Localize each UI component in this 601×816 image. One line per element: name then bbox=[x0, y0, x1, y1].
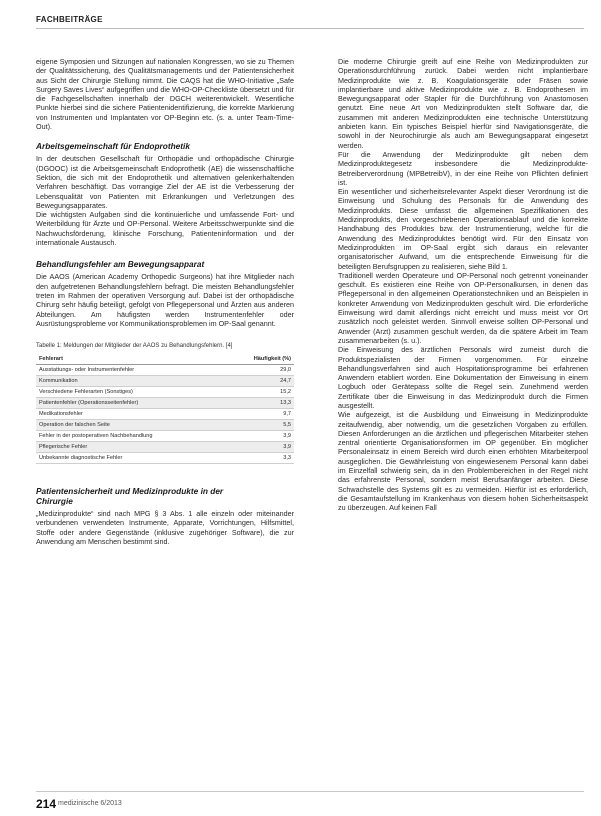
heading-endoprothetik: Arbeitsgemeinschaft für Endoprothetik bbox=[36, 141, 190, 152]
paragraph: In der deutschen Gesellschaft für Orthopädie und orthopädische Chirurgie (DGOOC) ist die Arbeitsgemeinschaft Endoprothetik (AE) die wissenschaftliche Sektion, die sich mit der Endoprothetik und alternativen gelenkerhaltenden Verfahren beschäftigt. Das vorrangige Ziel der AE ist die Verbesserung der Lebensqualität von Patienten mit Erkrankungen und Verletzungen des Bewegungsapparates. bbox=[36, 154, 294, 210]
paragraph: Für die Anwendung der Medizinprodukte gilt neben dem Medizinproduktegesetz insbesondere die Medizinprodukte-Betreiberverordnung (MPBetreibV), in der eine Reihe von Pflichten definiert ist. bbox=[338, 149, 588, 187]
table-cell: 13,3 bbox=[248, 398, 294, 409]
table-cell: Patientenfehler (Operationsseitenfehler) bbox=[36, 398, 248, 409]
paragraph: Die AAOS (American Academy Orthopedic Surgeons) hat ihre Mitglieder nach den aufgetretenen Behandlungsfehlern befragt. Die meisten Behandlungsfehler treten im Rahmen der operativen Versorgung auf. Dabei ist der orthopädische Chirurg sehr häufig beteiligt, gefolgt von Pflegepersonal und Ärzten aus anderen Abteilungen. Am häufigsten werden Instrumentenfehler oder Ausrüstungsprobleme vor Kommunikationsproblemen im OP-Saal genannt. bbox=[36, 272, 294, 328]
error-table-block bbox=[36, 342, 294, 464]
table-cell: Fehler in der postoperativen Nachbehandlung bbox=[36, 431, 248, 442]
table-header-row bbox=[36, 354, 294, 365]
table-cell: 3,3 bbox=[248, 453, 294, 464]
table-cell: Operation der falschen Seite bbox=[36, 420, 248, 431]
table-cell: Kommunikation bbox=[36, 376, 248, 387]
table-cell: Pflegerische Fehler bbox=[36, 442, 248, 453]
paragraph: Wie aufgezeigt, ist die Ausbildung und Einweisung in Medizinprodukte zeitaufwendig, aber notwendig, um die gesetzlichen Vorgaben zu erfüllen. Diesen Anforderungen an die ärztlichen und pflegerischen Mitarbeiter stehen zentral orientierte Organisationsformen im OP gegenüber. Ein möglicher Personaleinsatz in einem Bereich wird durch einen erhöhten Mitarbeiterpool ausgeglichen. Die Gewährleistung von eingewiesenem Personal kann dabei im Einzelfall schwierig sein, da in den Problembereichen in der Regel nicht das erfahrenste Personal, sondern meist Berufsanfänger arbeiten. Diese Schwachstelle des Systems gilt es zu vermeiden. Hierfür ist es erforderlich, die Gesamtaufstellung im Krankenhaus von diesem hohen Sicherheitsaspekt zu überzeugen. Auf keinen Fall bbox=[338, 410, 588, 513]
left-column bbox=[36, 57, 294, 546]
table-header-cell: Fehlerart bbox=[36, 354, 248, 365]
paragraph: Die wichtigsten Aufgaben sind die kontinuierliche und umfassende Fort- und Weiterbildung für Ärzte und OP-Personal. Weitere Arbeitsschwerpunkte sind die Nachwuchsförderung, klinische Forschung, Patienteninformation und der internationale Austausch. bbox=[36, 210, 294, 248]
section-header: FACHBEITRÄGE bbox=[36, 15, 103, 24]
table-cell: Ausstattungs- oder Instrumentenfehler bbox=[36, 365, 248, 376]
table-cell: 15,2 bbox=[248, 387, 294, 398]
table-row bbox=[36, 442, 294, 453]
table-row bbox=[36, 365, 294, 376]
heading-patientensicherheit bbox=[36, 486, 294, 506]
table-caption: Tabelle 1: Meldungen der Mitglieder der AAOS zu Behandlungsfehlern. [4] bbox=[36, 343, 233, 350]
intro-paragraph: eigene Symposien und Sitzungen auf nationalen Kongressen, wo sie zu Themen der Qualitätssicherung, des Qualitätsmanagements und der Patientensicherheit aus Sicht der Chirurgie Stellung nimmt. Die CAQS hat die WHO-Initiative „Safe Surgery Saves Lives“ aufgegriffen und die WHO-OP-Checkliste übersetzt und für die Fachgesellschaften innerhalb der DGCH weiterentwickelt. Wesentliche Punkte hierbei sind die sichere Patientenidentifizierung, die korrekte Markierung von Instrumenten und Implantaten vor OP-Beginn etc. (s. a. unter Team-Time-Out). bbox=[36, 57, 294, 132]
table-cell: Unbekannte diagnostische Fehler bbox=[36, 453, 248, 464]
heading-line: Chirurgie bbox=[36, 496, 73, 507]
table-cell: 3,9 bbox=[248, 431, 294, 442]
table-cell: 29,0 bbox=[248, 365, 294, 376]
table-row bbox=[36, 376, 294, 387]
table-row bbox=[36, 453, 294, 464]
table-cell: 5,5 bbox=[248, 420, 294, 431]
table-row bbox=[36, 409, 294, 420]
footer-divider bbox=[36, 791, 584, 792]
error-table bbox=[36, 354, 294, 464]
table-cell: Verschiedene Fehlerarten (Sonstiges) bbox=[36, 387, 248, 398]
table-row bbox=[36, 387, 294, 398]
table-cell: 24,7 bbox=[248, 376, 294, 387]
table-cell: Medikationsfehler bbox=[36, 409, 248, 420]
table-cell: 9,7 bbox=[248, 409, 294, 420]
journal-name: medizinische 6/2013 bbox=[58, 800, 122, 807]
table-row bbox=[36, 420, 294, 431]
paragraph: Ein wesentlicher und sicherheitsrelevanter Aspekt dieser Verordnung ist die Einweisung und Schulung des Personals für die Anwendung des Medizinprodukts. Diese umfasst die allgemeinen Spezifikationen des Medizinprodukts, den vorgeschriebenen Operationsablauf und die korrekte Handhabung des Produktes bzw. der Instrumentierung, welche für die Anwendung des Medizinproduktes benötigt wird. Für den Einsatz von Medizinprodukten im OP-Saal ergibt sich daraus ein relevanter organisatorischer Aufwand, um die entsprechende Einweisung für die beteiligten Berufsgruppen zu realisieren, siehe Bild 1. bbox=[338, 187, 588, 271]
table-row bbox=[36, 431, 294, 442]
table-row bbox=[36, 398, 294, 409]
right-column bbox=[338, 57, 588, 513]
paragraph: Traditionell werden Operateure und OP-Personal noch getrennt voneinander geschult. Es existieren eine Reihe von OP-Personalkursen, in denen das Pflegepersonal in den allgemeinen Operationstechniken und an Beispielen in konkreter Anwendung von Medizinprodukten geschult wird. Die erforderliche Einweisung wird damit allerdings nicht erreicht und muss meist vor Ort zusätzlich noch geleistet werden. Sinnvoll erweise sollten OP-Personal und Anwender (Arzt) zusammen geschult werden, da die spätere Arbeit im Team zusammenarbeiten (s. u.). bbox=[338, 270, 588, 345]
table-header-cell: Häufigkeit (%) bbox=[248, 354, 294, 365]
heading-line: Patientensicherheit und Medizinprodukte in der bbox=[36, 486, 224, 497]
header-divider bbox=[36, 28, 584, 29]
page-number: 214 bbox=[36, 797, 57, 811]
paragraph: Die moderne Chirurgie greift auf eine Reihe von Medizinprodukten zur Operationsdurchführung zurück. Dabei werden nicht implantierbare Medizinprodukte wie z. B. Koagulationsgeräte oder Fräsen sowie implantierbare und aktive Medizinprodukte wie z. B. Endoprothesen im Bewegungsapparat oder Stapler für die Durchführung von Anastomosen genutzt. Eine neue Art von Medizinprodukten stellt Software dar, die zusammen mit anderen Medizinprodukten eine technische Unterstützung anbieten kann. Ein typisches Beispiel hierfür sind Navigationsgeräte, die sowohl in der Neurochirurgie als auch am Bewegungsapparat eingesetzt werden. bbox=[338, 57, 588, 150]
paragraph: Die Einweisung des ärztlichen Personals wird zumeist durch die Produktspezialisten der Firmen vorgenommen. Für einzelne Behandlungsverfahren sind auch Hospitationsprogramme bei erfahrenen Anwendern etabliert worden. Eine Dokumentation der Einweisung in einem Logbuch oder Gerätepass sollte die Regel sein. Zunehmend werden Zertifikate über die Einweisung in das Medizinprodukt durch die Firmen ausgestellt. bbox=[338, 345, 588, 410]
table-cell: 3,9 bbox=[248, 442, 294, 453]
heading-behandlungsfehler: Behandlungsfehler am Bewegungsapparat bbox=[36, 259, 205, 270]
paragraph: „Medizinprodukte“ sind nach MPG § 3 Abs. 1 alle einzeln oder miteinander verbundenen verwendeten Instrumente, Apparate, Vorrichtungen, Hilfsmittel, Stoffe oder andere Gegenstände (inklusive zugehöriger Software), die zur Anwendung am Menschen bestimmt sind. bbox=[36, 509, 294, 547]
